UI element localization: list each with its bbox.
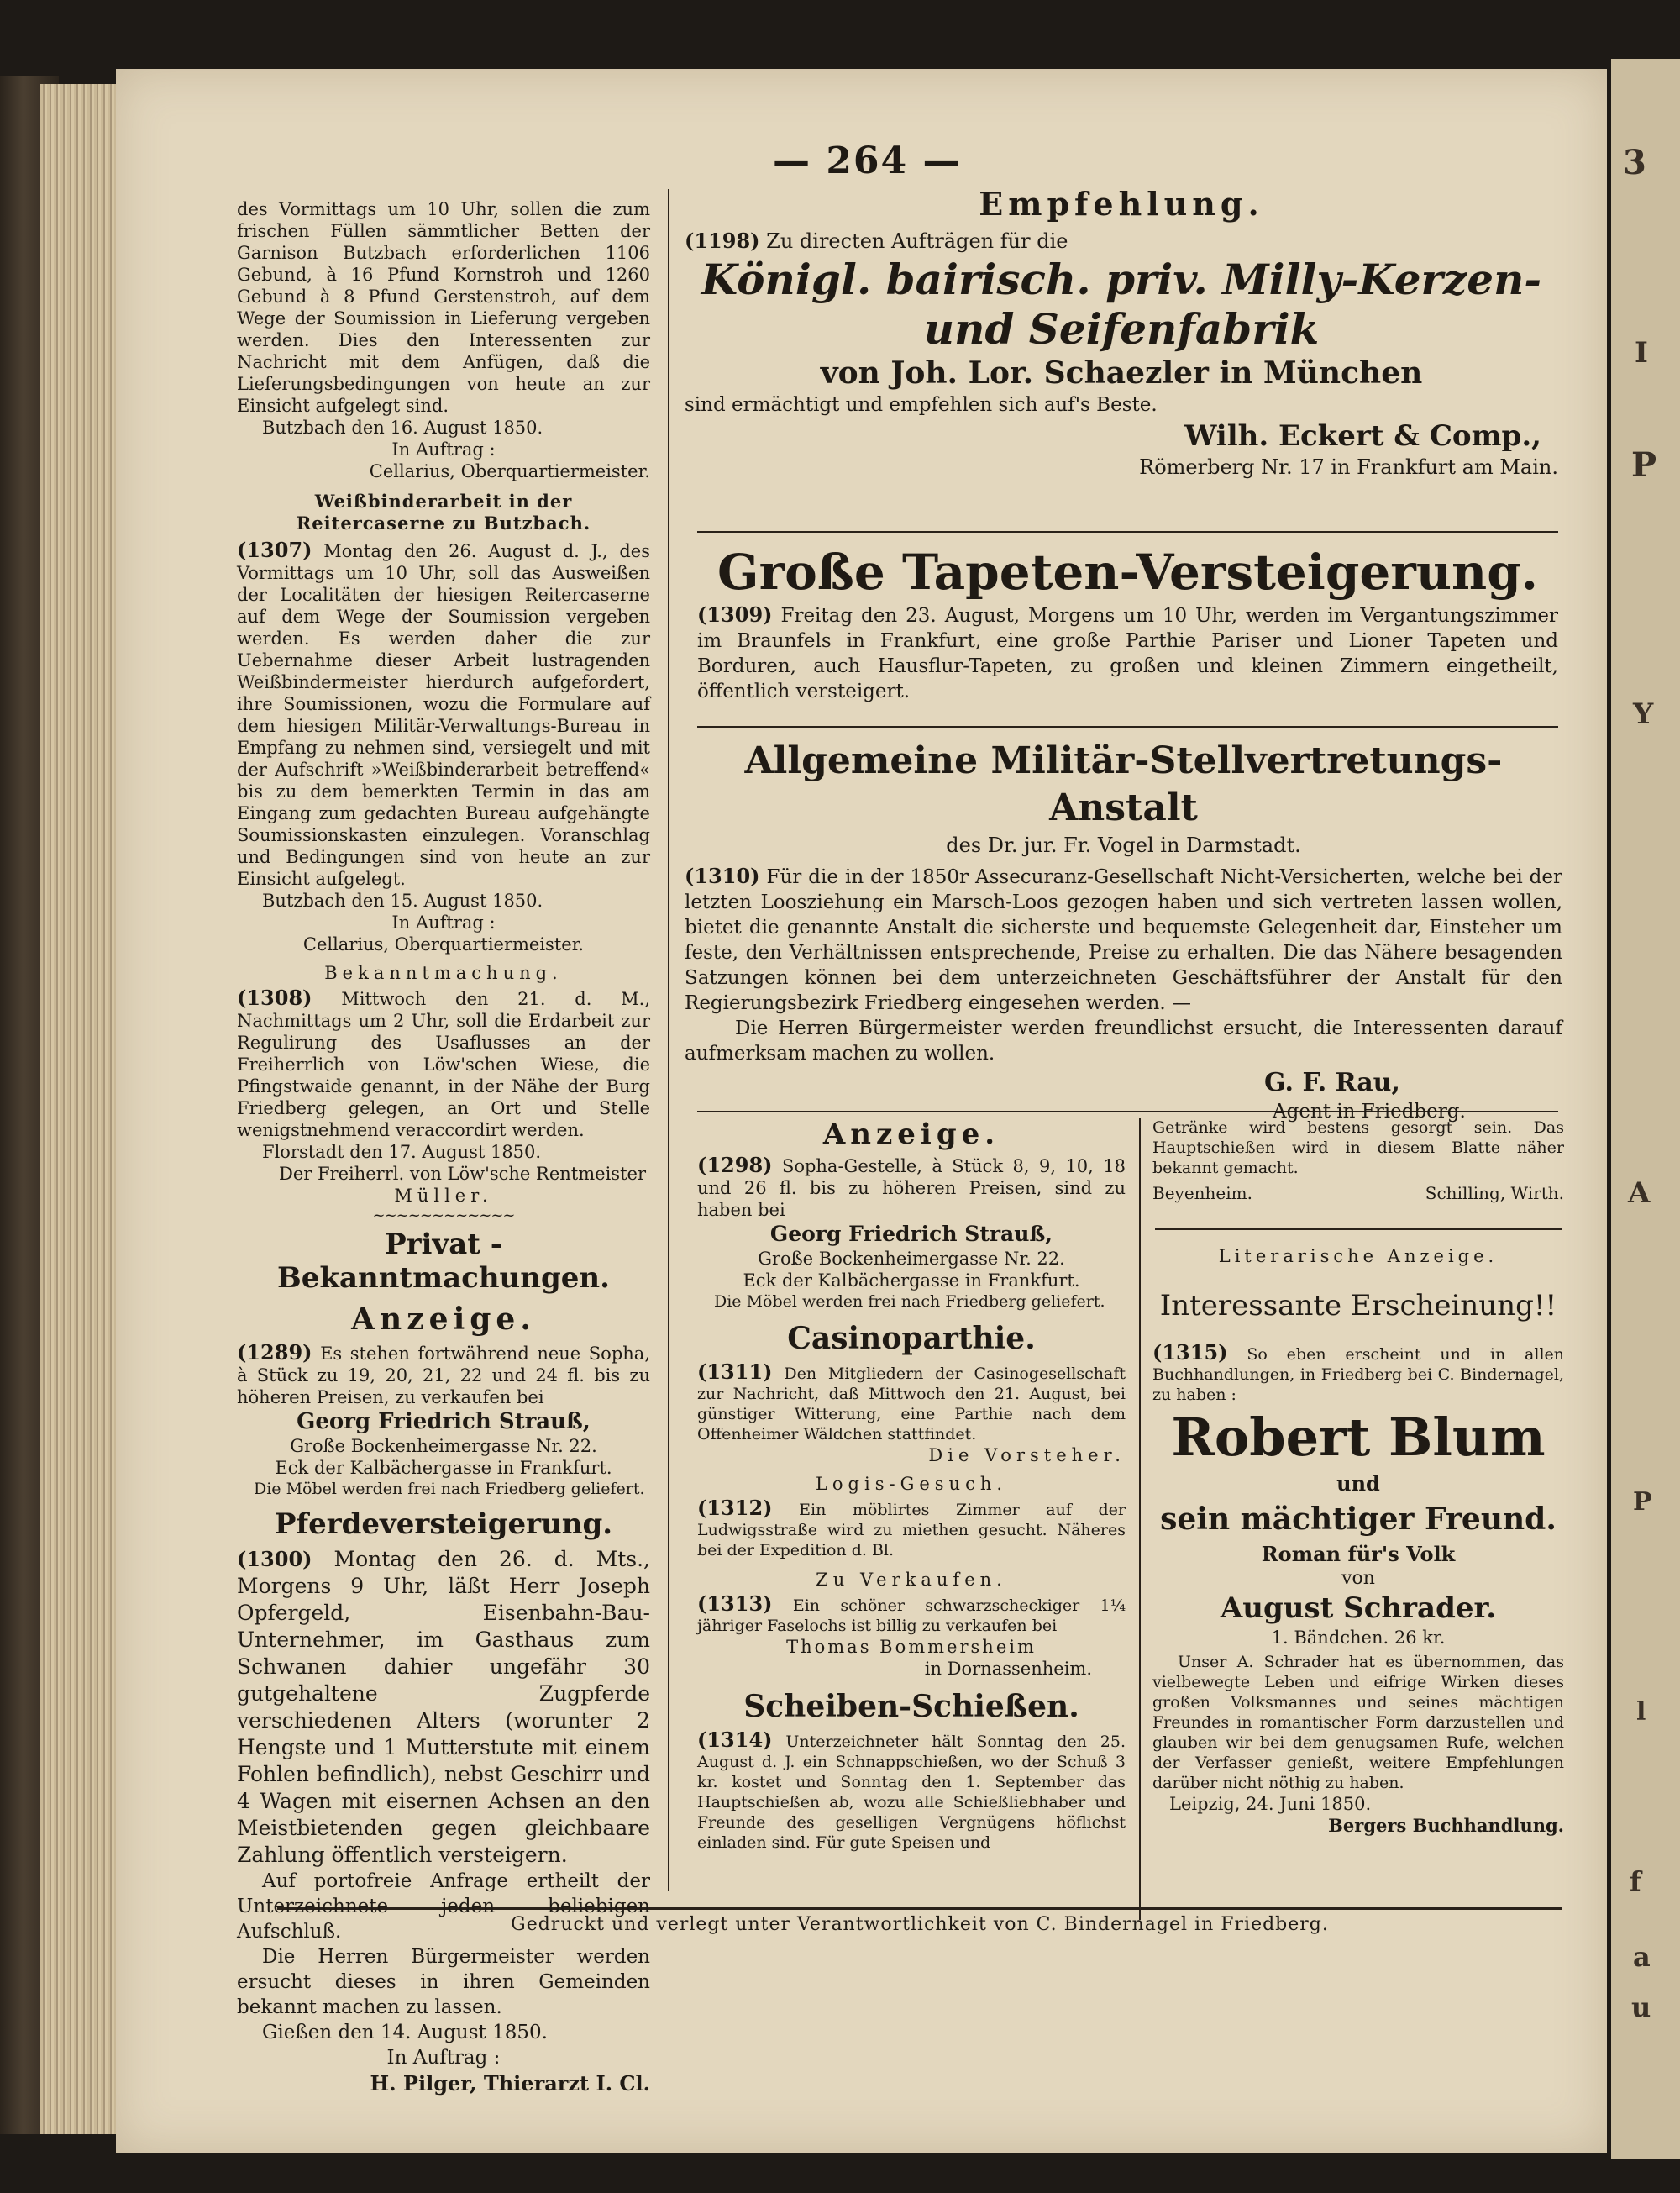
rule-tapeten (697, 726, 1558, 728)
firm-name: Wilh. Eckert & Comp., (1184, 419, 1541, 453)
footer (277, 1914, 1562, 1936)
pferde-heading: Pferdeversteigerung. (274, 1507, 613, 1541)
militaer-notice (685, 738, 1562, 1123)
notice-1300-date: Gießen den 14. August 1850. (262, 2022, 548, 2043)
notice-1310-agent: Agent in Friedberg. (1273, 1101, 1466, 1123)
notice-1300-text-2: Auf portofreie Anfrage ertheilt der Unterzeichnete jeden beliebigen Aufschluß. (237, 1870, 650, 1943)
anzeige-heading-middle: Anzeige. (822, 1118, 1000, 1151)
notice-1298-address-1: Große Bockenheimergasse Nr. 22. (758, 1249, 1065, 1269)
empfehlung-heading: Empfehlung. (979, 185, 1264, 223)
notice-1307-text: Montag den 26. August d. J., des Vormittags um 10 Uhr, soll das Ausweißen der Localitäten der hiesigen Reitercaserne auf dem Wege der Soumission vergeben werden. Es werden daher die zur Uebernahme dieser Arbeit lustragenden Weißbindermeister hierdurch aufgefordert, ihre Soumissionen, wozu die Formulare auf dem hiesigen Militär-Verwaltungs-Bureau in Empfang zu nehmen sind, versiegelt und mit der Aufschrift »Weißbinderarbeit betreffend« bis zu dem bemerkten Termin in das am Eingang zum gedachten Bureau aufgehängte Soumissionskasten einzulegen. Voranschlag und Bedingungen sind von heute an zur Einsicht aufgelegt. (237, 541, 650, 889)
notice-1313-text: Ein schöner schwarzscheckiger 1¼ jähriger Faselochs ist billig zu verkaufen bei (697, 1596, 1126, 1635)
intro-auftrag: In Auftrag : (391, 439, 496, 460)
book-title: Robert Blum (1171, 1407, 1546, 1468)
book-title-2: sein mächtiger Freund. (1160, 1501, 1557, 1537)
notice-1198-text: sind ermächtigt und empfehlen sich auf's Beste. (685, 394, 1158, 416)
empfehlung-notice (685, 185, 1558, 480)
anzeige-heading-left: Anzeige. (351, 1302, 536, 1337)
tapeten-heading: Große Tapeten-Versteigerung. (717, 544, 1538, 601)
firm-address: Römerberg Nr. 17 in Frankfurt am Main. (1139, 455, 1558, 479)
notice-1307-date: Butzbach den 15. August 1850. (262, 891, 543, 911)
notice-1309-text: Freitag den 23. August, Morgens um 10 Uhr, werden im Vergantungszimmer im Braunfels in Frankfurt, eine große Parthie Pariser und Lioner Tapeten und Borduren, auch Hausflur-Tapeten, zu großen und kleinen Zimmern eingetheilt, öffentlich versteigert. (697, 605, 1559, 702)
notice-1314-signature: Schilling, Wirth. (1425, 1183, 1564, 1203)
notice-1289-text: Es stehen fortwährend neue Sopha, à Stück zu 19, 20, 21, 22 und 24 fl. bis zu höheren Preisen, zu verkaufen bei (237, 1344, 650, 1407)
scheiben-heading: Scheiben-Schießen. (743, 1689, 1079, 1724)
imprint: Gedruckt und verlegt unter Verantwortlichkeit von C. Bindernagel in Friedberg. (511, 1914, 1329, 1935)
notice-1198-lead: Zu directen Aufträgen für die (766, 229, 1068, 253)
casino-heading: Casinoparthie. (787, 1321, 1036, 1356)
intro-signature: Cellarius, Oberquartiermeister. (369, 461, 650, 481)
notice-1289-name: Georg Friedrich Strauß, (297, 1409, 591, 1434)
notice-1289-address-2: Eck der Kalbächergasse in Frankfurt. (275, 1458, 612, 1478)
notice-1314-number: (1314) (697, 1728, 773, 1752)
notice-1289-note: Die Möbel werden frei nach Friedberg geliefert. (254, 1480, 645, 1498)
notice-1298-text: Sopha-Gestelle, à Stück 8, 9, 10, 18 und 26 fl. bis zu höheren Preisen, sind zu haben bei (697, 1156, 1126, 1220)
book-von: von (1341, 1568, 1375, 1589)
column-divider-left (668, 189, 669, 1891)
left-column (237, 198, 650, 2097)
notice-1311-number: (1311) (697, 1359, 773, 1384)
notice-1315-number: (1315) (1152, 1340, 1228, 1365)
notice-1308-name: Müller. (394, 1186, 493, 1206)
intro-text: des Vormittags um 10 Uhr, sollen die zum frischen Füllen sämmtlicher Betten der Garnison Butzbach erforderlichen 1106 Gebund, à 16 Pfund Kornstroh und 1260 Gebund à 8 Pfund Gerstenstroh, auf dem Wege der Soumission in Lieferung vergeben werden. Dies den Interessenten zur Nachricht mit dem Anfügen, daß die Lieferungsbedingungen von heute an zur Einsicht aufgelegt sind. (237, 199, 650, 416)
notice-1313-place: in Dornassenheim. (924, 1659, 1092, 1679)
notice-1308-signature: Der Freiherrl. von Löw'sche Rentmeister (279, 1164, 646, 1184)
notice-1300-text: Montag den 26. d. Mts., Morgens 9 Uhr, läßt Herr Joseph Opfergeld, Eisenbahn-Bau-Unternehmer, im Gasthaus zum Schwanen dahier ungefähr 30 gutgehaltene Zugpferde verschiedenen Alters (worunter 2 Hengste und 1 Mutterstute mit einem Fohlen befindlich), nebst Geschirr und 4 Wagen mit eisernen Achsen an den Meistbietenden gegen gleichbaare Zahlung öffentlich versteigern. (237, 1547, 651, 1867)
notice-1314-text: Unterzeichneter hält Sonntag den 25. August d. J. ein Schnappschießen, wo der Schuß 3 kr. kostet und Sonntag den 1. September das Hauptschießen ab, wozu alle Schießliebhaber und Freunde des geselligen Vergnügens höflichst einladen sind. Für gute Speisen und (697, 1733, 1126, 1852)
notice-1311-text: Den Mitgliedern der Casinogesellschaft zur Nachricht, daß Mittwoch den 21. August, bei günstiger Witterung, eine Parthie nach dem Offenheimer Wäldchen stattfindet. (697, 1365, 1126, 1444)
notice-1310-text-2: Die Herren Bürgermeister werden freundlichst ersucht, die Interessenten darauf aufmerksam machen zu wollen. (685, 1018, 1562, 1065)
notice-1298-note: Die Möbel werden frei nach Friedberg geliefert. (714, 1292, 1105, 1311)
bekanntmachung-heading: Bekanntmachung. (324, 963, 563, 983)
page-number: — 264 — (773, 139, 962, 182)
notice-1308-number: (1308) (237, 986, 312, 1010)
book-und: und (1336, 1471, 1380, 1496)
notice-1313-name: Thomas Bommersheim (786, 1637, 1037, 1657)
notice-1300-signature: H. Pilger, Thierarzt I. Cl. (370, 2071, 650, 2096)
book-date: Leipzig, 24. Juni 1850. (1169, 1794, 1372, 1814)
verkauf-heading: Zu Verkaufen. (816, 1570, 1007, 1590)
notice-1310-text: Für die in der 1850r Assecuranz-Gesellschaft Nicht-Versicherten, welche bei der letzten Loosziehung ein Marsch-Loos gezogen haben und sich vertreten lassen wollen, bietet die genannte Anstalt die sicherste und bequemste Gelegenheit dar, Einsteher um feste, den Verhältnissen entsprechende, Preise zu erhalten. Die das Nähere besagenden Satzungen können bei dem unterzeichneten Geschäftsführer der Anstalt für den Regierungsbezirk Friedberg eingesehen werden. — (685, 866, 1563, 1014)
column-divider-right (1139, 1118, 1141, 1920)
notice-1198-number: (1198) (685, 229, 760, 253)
notice-1312-text: Ein möblirtes Zimmer auf der Ludwigsstraße wird zu miethen gesucht. Näheres bei der Expedition d. Bl. (697, 1501, 1126, 1559)
notice-1314-continuation: Getränke wird bestens gesorgt sein. Das Hauptschießen wird in diesem Blatte näher bekannt gemacht. (1152, 1118, 1564, 1177)
tapeten-notice (697, 542, 1558, 704)
literarische-heading: Literarische Anzeige. (1218, 1246, 1499, 1266)
notice-1307-signature: Cellarius, Oberquartiermeister. (302, 934, 585, 955)
notice-1300-number: (1300) (237, 1547, 312, 1571)
notice-1310-number: (1310) (685, 864, 760, 888)
page-edges (40, 84, 118, 2134)
weiss-heading: Weißbinderarbeit in der Reitercaserne zu Butzbach. (296, 491, 591, 534)
logis-heading: Logis-Gesuch. (815, 1474, 1008, 1494)
book-author: August Schrader. (1220, 1591, 1497, 1625)
notice-1307-auftrag: In Auftrag : (391, 912, 496, 933)
notice-1300-text-3: Die Herren Bürgermeister werden ersucht dieses in ihren Gemeinden bekannt machen zu lassen. (237, 1946, 650, 2018)
book-volume: 1. Bändchen. 26 kr. (1271, 1628, 1446, 1648)
right-column (1152, 1118, 1564, 1837)
privat-heading: Privat - Bekanntmachungen. (277, 1228, 610, 1295)
fabrik-owner: von Joh. Lor. Schaezler in München (820, 355, 1423, 391)
notice-1308-text: Mittwoch den 21. d. M., Nachmittags um 2 Uhr, soll die Erdarbeit zur Regulirung des Usaflusses an der Freiherrlich von Löw'schen Wiese, die Pfingstwaide genannt, in der Nähe der Burg Friedberg gelegen, an Ort und Stelle wenigstnehmend veraccordirt werden. (237, 989, 650, 1140)
militaer-subheading: des Dr. jur. Fr. Vogel in Darmstadt. (946, 834, 1301, 857)
notice-1308-date: Florstadt den 17. August 1850. (262, 1142, 542, 1162)
notice-1298-name: Georg Friedrich Strauß, (769, 1222, 1053, 1246)
notice-1310-signature: G. F. Rau, (1264, 1068, 1400, 1097)
notice-1314-place: Beyenheim. (1152, 1183, 1252, 1203)
notice-1309-number: (1309) (697, 602, 773, 627)
middle-column (697, 1118, 1126, 1853)
book-publisher: Bergers Buchhandlung. (1328, 1815, 1564, 1836)
notice-1298-number: (1298) (697, 1153, 773, 1177)
notice-1289-number: (1289) (237, 1340, 312, 1365)
notice-1307-number: (1307) (237, 538, 312, 562)
notice-1300-auftrag: In Auftrag : (386, 2047, 501, 2069)
notice-1311-signature: Die Vorsteher. (928, 1445, 1126, 1465)
notice-1289-address-1: Große Bockenheimergasse Nr. 22. (290, 1436, 597, 1456)
fabrik-title-1: Königl. bairisch. priv. Milly-Kerzen- (701, 255, 1542, 304)
book-description: Unser A. Schrader hat es übernommen, das vielbewegte Leben und eifrige Wirken dieses großen Volksmannes und seines mächtigen Freundes in romantischer Form darzustellen und glauben wir bei dem genugsamen Rufe, welchen der Verfasser genießt, weitere Empfehlungen darüber nicht nöthig zu haben. (1152, 1653, 1564, 1792)
notice-1298-address-2: Eck der Kalbächergasse in Frankfurt. (743, 1270, 1080, 1291)
ornament-divider: ~~~~~~~~~~~~ (372, 1207, 515, 1224)
notice-1313-number: (1313) (697, 1591, 773, 1616)
interessante-heading: Interessante Erscheinung!! (1159, 1289, 1557, 1323)
notice-1312-number: (1312) (697, 1496, 773, 1520)
notice-1315-text: So eben erscheint und in allen Buchhandlungen, in Friedberg bei C. Bindernagel, zu haben : (1152, 1345, 1564, 1404)
next-page-edge: 3 I P Y A P l f a u (1611, 59, 1680, 2159)
book-subtitle: Roman für's Volk (1261, 1542, 1456, 1566)
fabrik-title-2: und Seifenfabrik (923, 304, 1320, 354)
intro-date: Butzbach den 16. August 1850. (262, 418, 543, 438)
militaer-heading: Allgemeine Militär-Stellvertretungs-Anstalt (744, 739, 1503, 829)
rule-empf (697, 531, 1558, 533)
